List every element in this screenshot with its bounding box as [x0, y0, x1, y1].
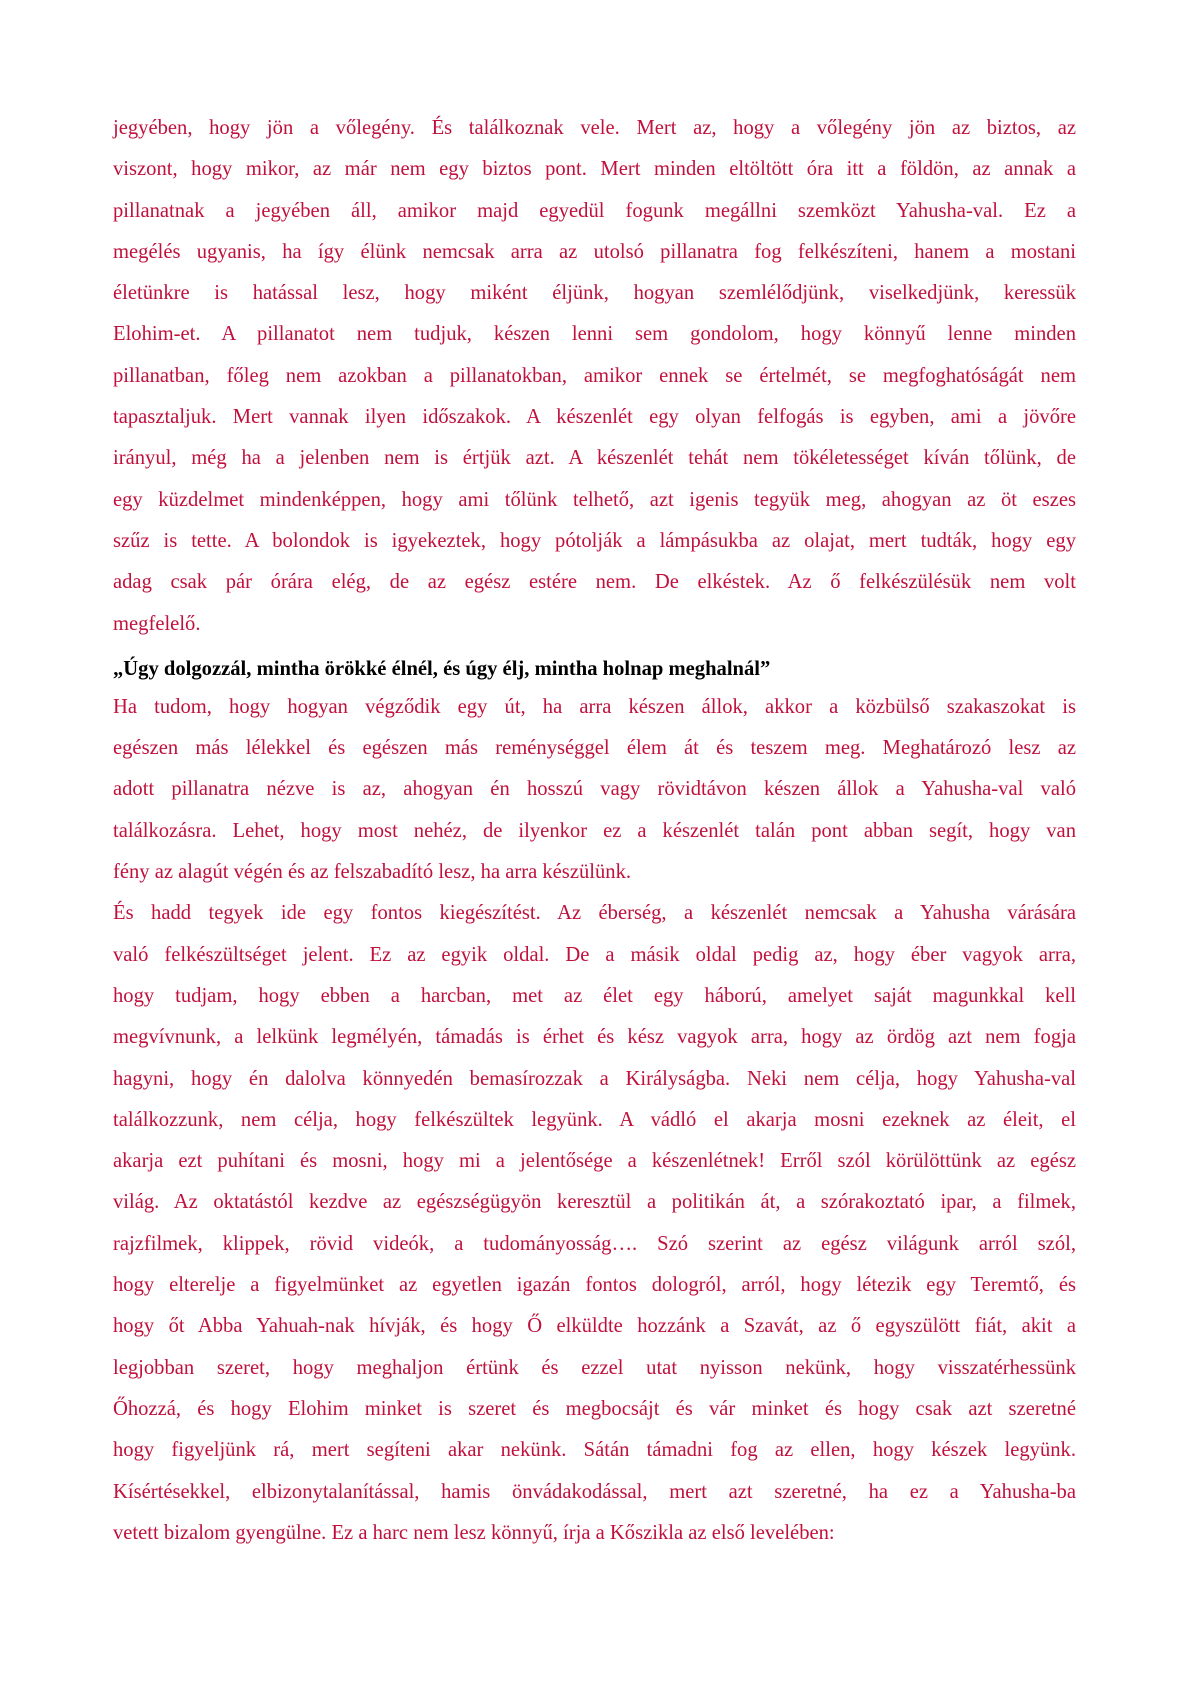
- text-line: hagyni, hogy én dalolva könnyedén bemasírozzak a Királyságba. Neki nem célja, hogy Yahusha-val: [113, 1067, 1076, 1090]
- text-line: Ha tudom, hogy hogyan végződik egy út, ha arra készen állok, akkor a közbülső szakaszokat is: [113, 695, 1076, 718]
- paragraph-1: [113, 108, 1076, 645]
- text-line: egészen más lélekkel és egészen más reménységgel élem át és teszem meg. Meghatározó lesz az: [113, 737, 1076, 760]
- text-line: hogy őt Abba Yahuah-nak hívják, és hogy Ő elküldte hozzánk a Szavát, az ő egyszülött fiát, akit a: [113, 1315, 1076, 1338]
- text-line: pillanatban, főleg nem azokban a pillanatokban, amikor ennek se értelmét, se megfoghatóságát nem: [113, 364, 1076, 387]
- text-line: való felkészültséget jelent. Ez az egyik oldal. De a másik oldal pedig az, hogy éber vagyok arra,: [113, 943, 1076, 966]
- text-line: megvívnunk, a lelkünk legmélyén, támadás is érhet és kész vagyok arra, hogy az ördög azt nem fogja: [113, 1026, 1076, 1049]
- text-line: világ. Az oktatástól kezdve az egészségügyön keresztül a politikán át, a szórakoztató ipar, a filmek,: [113, 1191, 1076, 1214]
- text-line: megélés ugyanis, ha így élünk nemcsak arra az utolsó pillanatra fog felkészíteni, hanem a mostani: [113, 240, 1076, 263]
- text-line: rajzfilmek, klippek, rövid videók, a tudományosság…. Szó szerint az egész világunk arról szól,: [113, 1232, 1076, 1255]
- text-line: életünkre is hatással lesz, hogy miként éljünk, hogyan szemlélődjünk, viselkedjünk, keressük: [113, 282, 1076, 305]
- text-line: fény az alagút végén és az felszabadító lesz, ha arra készülünk.: [113, 861, 632, 884]
- text-line: egy küzdelmet mindenképpen, hogy ami tőlünk telhető, azt igenis tegyük meg, ahogyan az öt eszes: [113, 488, 1076, 511]
- paragraph-3: [113, 893, 1076, 1554]
- text-line: jegyében, hogy jön a vőlegény. És találkoznak vele. Mert az, hogy a vőlegény jön az biztos, az: [113, 117, 1076, 139]
- text-line: akarja ezt puhítani és mosni, hogy mi a jelentősége a készenlétnek! Erről szól körülöttünk az egész: [113, 1150, 1076, 1173]
- paragraph-2: [113, 687, 1076, 893]
- text-line: irányul, még ha a jelenben nem is értjük azt. A készenlét tehát nem tökéletességet kíván tőlünk, de: [113, 447, 1076, 470]
- text-line: találkozzunk, nem célja, hogy felkészültek legyünk. A vádló el akarja mosni ezeknek az éleit, el: [113, 1108, 1076, 1131]
- section-heading: „Úgy dolgozzál, mintha örökké élnél, és úgy élj, mintha holnap meghalnál”: [113, 657, 771, 680]
- text-line: hogy elterelje a figyelmünket az egyetlen igazán fontos dologról, arról, hogy létezik egy Teremtő, és: [113, 1274, 1076, 1297]
- text-line: Elohim-et. A pillanatot nem tudjuk, készen lenni sem gondolom, hogy könnyű lenne minden: [113, 323, 1076, 346]
- text-line: szűz is tette. A bolondok is igyekeztek, hogy pótolják a lámpásukba az olajat, mert tudták, hogy egy: [113, 529, 1076, 552]
- text-line: találkozásra. Lehet, hogy most nehéz, de ilyenkor ez a készenlét talán pont abban segít, hogy van: [113, 819, 1076, 842]
- text-line: És hadd tegyek ide egy fontos kiegészítést. Az éberség, a készenlét nemcsak a Yahusha várására: [113, 902, 1076, 925]
- text-line: adott pillanatra nézve is az, ahogyan én hosszú vagy rövidtávon készen állok a Yahusha-val való: [113, 778, 1076, 801]
- text-line: adag csak pár órára elég, de az egész estére nem. De elkéstek. Az ő felkészülésük nem volt: [113, 571, 1076, 594]
- text-line: pillanatnak a jegyében áll, amikor majd egyedül fogunk megállni szemközt Yahusha-val. Ez a: [113, 199, 1076, 222]
- page-content: [113, 108, 1076, 1554]
- text-line: Őhozzá, és hogy Elohim minket is szeret és megbocsájt és vár minket és hogy csak azt szeretné: [113, 1397, 1076, 1420]
- text-line: megfelelő.: [113, 612, 201, 635]
- text-line: hogy figyeljünk rá, mert segíteni akar nekünk. Sátán támadni fog az ellen, hogy készek legyünk.: [113, 1439, 1076, 1462]
- text-line: tapasztaljuk. Mert vannak ilyen időszakok. A készenlét egy olyan felfogás is egyben, ami a jövőre: [113, 406, 1076, 429]
- text-line: Kísértésekkel, elbizonytalanítással, hamis önvádakodással, mert azt szeretné, ha ez a Yahusha-ba: [113, 1480, 1076, 1503]
- text-line: vetett bizalom gyengülne. Ez a harc nem lesz könnyű, írja a Kőszikla az első levelében:: [113, 1521, 835, 1544]
- text-line: viszont, hogy mikor, az már nem egy biztos pont. Mert minden eltöltött óra itt a földön, az annak a: [113, 158, 1076, 181]
- text-line: hogy tudjam, hogy ebben a harcban, met az élet egy háború, amelyet saját magunkkal kell: [113, 984, 1076, 1007]
- text-line: legjobban szeret, hogy meghaljon értünk és ezzel utat nyisson nekünk, hogy visszatérhessünk: [113, 1356, 1076, 1379]
